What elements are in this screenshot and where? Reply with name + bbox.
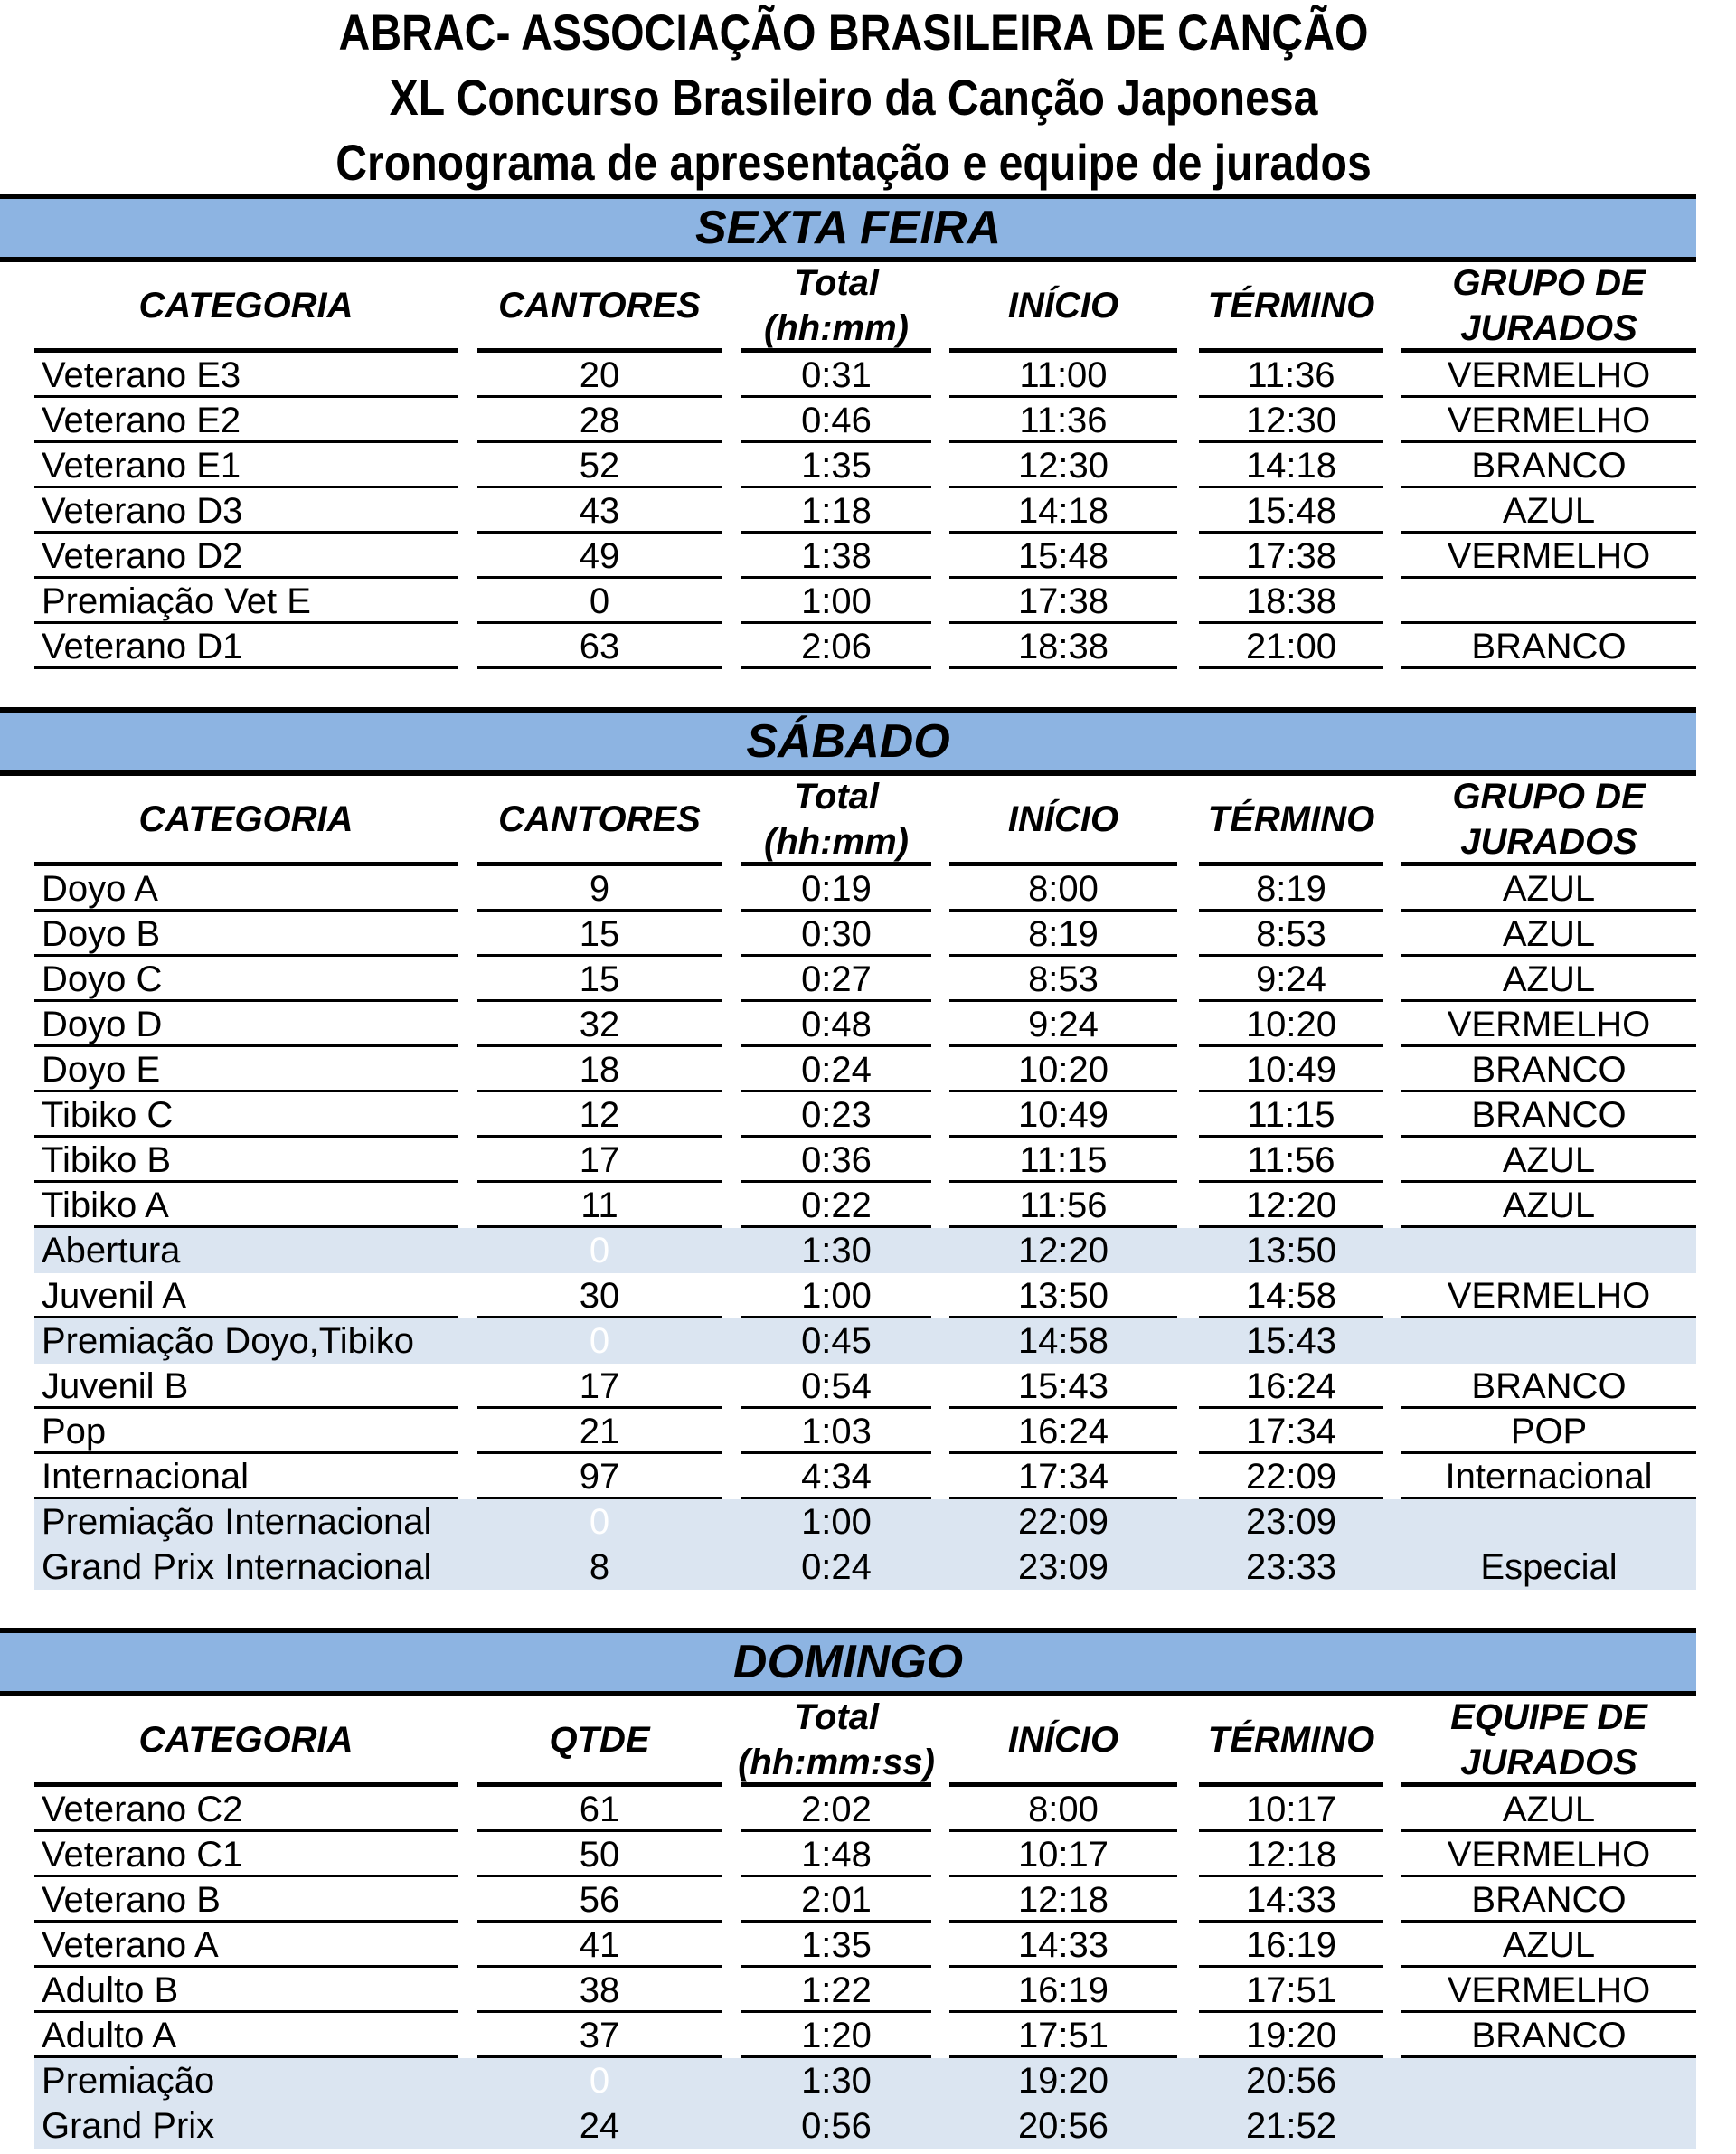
cell-inicio: 11:15	[949, 1138, 1177, 1183]
table-row	[0, 1877, 1696, 1923]
header-categoria	[34, 1696, 458, 1787]
cell-total: 1:30	[801, 2061, 872, 2101]
cell-grupo	[1401, 2058, 1696, 2103]
cell-cantores: 0	[589, 1502, 610, 1542]
cell-inicio: 8:53	[949, 957, 1177, 1002]
cell-termino: 12:18	[1199, 1832, 1383, 1877]
cell-categoria: Veterano C1	[34, 1832, 458, 1877]
cell-termino: 17:51	[1199, 1968, 1383, 2013]
cell-termino: 23:33	[1245, 1547, 1337, 1587]
cell-grupo: AZUL	[1401, 1923, 1696, 1968]
cell-inicio: 9:24	[949, 1002, 1177, 1047]
cell-categoria: Internacional	[34, 1454, 458, 1499]
cell-termino: 13:50	[1245, 1231, 1337, 1271]
header-grupo-jurados	[1401, 262, 1696, 353]
cell-total: 2:01	[741, 1877, 931, 1923]
cell-grupo: Internacional	[1401, 1454, 1696, 1499]
cell-total: 2:02	[741, 1787, 931, 1832]
header-inicio	[949, 262, 1177, 353]
cell-termino: 8:19	[1199, 866, 1383, 912]
cell-inicio: 15:43	[949, 1364, 1177, 1409]
cell-grupo: BRANCO	[1401, 2013, 1696, 2058]
cell-total: 1:48	[741, 1832, 931, 1877]
cell-cantores: 97	[477, 1454, 722, 1499]
header-cantores-text: CANTORES	[498, 798, 701, 839]
cell-cantores: 63	[477, 624, 722, 669]
cell-termino: 11:56	[1199, 1138, 1383, 1183]
table-row	[0, 1002, 1696, 1047]
table-row	[34, 1499, 1696, 1545]
cell-total: 0:56	[801, 2106, 872, 2146]
cell-termino: 14:33	[1199, 1877, 1383, 1923]
cell-categoria: Doyo E	[34, 1047, 458, 1092]
cell-categoria: Adulto B	[34, 1968, 458, 2013]
header-total	[738, 1696, 935, 1787]
cell-inicio: 18:38	[949, 624, 1177, 669]
cell-categoria: Abertura	[42, 1231, 181, 1271]
cell-total: 0:19	[741, 866, 931, 912]
header-inicio-text: INÍCIO	[1007, 285, 1119, 326]
cell-termino: 12:30	[1199, 398, 1383, 443]
cell-inicio: 14:33	[949, 1923, 1177, 1968]
cell-total: 4:34	[741, 1454, 931, 1499]
cell-categoria: Juvenil A	[34, 1273, 458, 1318]
document-title-block	[119, 0, 1588, 195]
cell-grupo: BRANCO	[1401, 1092, 1696, 1138]
cell-categoria: Veterano A	[34, 1923, 458, 1968]
header-cantores-text: QTDE	[549, 1719, 650, 1760]
header-cantores-text: CANTORES	[498, 285, 701, 326]
cell-inicio: 17:51	[949, 2013, 1177, 2058]
cell-categoria: Pop	[34, 1409, 458, 1454]
header-total-text: (hh:mm)	[764, 307, 909, 348]
day-header-bar	[0, 1628, 1696, 1696]
cell-termino: 17:34	[1199, 1409, 1383, 1454]
table-row	[34, 1228, 1696, 1273]
header-cantores	[477, 262, 722, 353]
cell-total: 1:22	[741, 1968, 931, 2013]
cell-inicio: 23:09	[1017, 1547, 1109, 1587]
cell-grupo: BRANCO	[1401, 1877, 1696, 1923]
table-row	[0, 1092, 1696, 1138]
cell-termino: 18:38	[1199, 579, 1383, 624]
cell-inicio: 11:36	[949, 398, 1177, 443]
cell-categoria: Veterano E2	[34, 398, 458, 443]
table-row	[0, 624, 1696, 669]
cell-cantores: 18	[477, 1047, 722, 1092]
cell-total: 2:06	[741, 624, 931, 669]
cell-termino: 16:19	[1199, 1923, 1383, 1968]
table-row	[0, 398, 1696, 443]
cell-cantores: 15	[477, 912, 722, 957]
cell-cantores: 43	[477, 488, 722, 534]
cell-categoria: Veterano D2	[34, 534, 458, 579]
header-total-text: (hh:mm:ss)	[738, 1742, 935, 1782]
cell-inicio: 13:50	[949, 1273, 1177, 1318]
column-header-row	[0, 262, 1696, 353]
cell-total: 1:03	[741, 1409, 931, 1454]
cell-inicio: 10:17	[949, 1832, 1177, 1877]
table-row	[0, 1454, 1696, 1499]
cell-cantores: 24	[579, 2106, 620, 2146]
cell-termino: 21:00	[1199, 624, 1383, 669]
cell-total: 0:36	[741, 1138, 931, 1183]
cell-categoria: Veterano E1	[34, 443, 458, 488]
header-total-text: Total	[793, 262, 880, 303]
cell-inicio: 12:30	[949, 443, 1177, 488]
header-inicio-text: INÍCIO	[1007, 1719, 1119, 1760]
cell-cantores: 8	[589, 1547, 610, 1587]
cell-grupo: POP	[1401, 1409, 1696, 1454]
header-termino-text: TÉRMINO	[1207, 798, 1375, 839]
header-categoria	[34, 776, 458, 866]
document-heading: Cronograma de apresentação e equipe de jurados	[335, 134, 1372, 191]
cell-grupo	[1401, 1228, 1696, 1273]
cell-inicio: 15:48	[949, 534, 1177, 579]
cell-total: 1:00	[741, 579, 931, 624]
header-grupo-jurados-text: GRUPO DE	[1452, 262, 1646, 303]
cell-inicio: 11:00	[949, 353, 1177, 398]
cell-categoria: Grand Prix	[42, 2106, 215, 2146]
cell-total: 1:20	[741, 2013, 931, 2058]
table-row	[0, 2013, 1696, 2058]
cell-categoria: Doyo C	[34, 957, 458, 1002]
table-row	[0, 353, 1696, 398]
header-grupo-jurados-text: JURADOS	[1460, 1742, 1637, 1782]
cell-termino: 19:20	[1199, 2013, 1383, 2058]
cell-termino: 11:15	[1199, 1092, 1383, 1138]
cell-grupo: AZUL	[1401, 866, 1696, 912]
cell-cantores: 32	[477, 1002, 722, 1047]
cell-categoria: Tibiko B	[34, 1138, 458, 1183]
cell-categoria: Tibiko A	[34, 1183, 458, 1228]
table-row	[0, 488, 1696, 534]
cell-cantores: 52	[477, 443, 722, 488]
table-row	[0, 1787, 1696, 1832]
cell-categoria: Doyo A	[34, 866, 458, 912]
cell-cantores: 56	[477, 1877, 722, 1923]
table-row	[0, 1047, 1696, 1092]
cell-total: 0:30	[741, 912, 931, 957]
cell-categoria: Veterano D1	[34, 624, 458, 669]
cell-inicio: 8:00	[949, 1787, 1177, 1832]
cell-termino: 14:58	[1199, 1273, 1383, 1318]
table-row	[34, 1545, 1696, 1590]
cell-inicio: 17:34	[949, 1454, 1177, 1499]
day-title: SEXTA FEIRA	[694, 202, 1002, 254]
table-row	[0, 443, 1696, 488]
cell-inicio: 22:09	[1017, 1502, 1109, 1542]
cell-inicio: 16:19	[949, 1968, 1177, 2013]
cell-termino: 16:24	[1199, 1364, 1383, 1409]
header-inicio	[949, 776, 1177, 866]
cell-cantores: 50	[477, 1832, 722, 1877]
header-categoria-text: CATEGORIA	[138, 798, 354, 839]
cell-grupo: VERMELHO	[1401, 1832, 1696, 1877]
cell-categoria: Grand Prix Internacional	[42, 1547, 432, 1587]
cell-total: 0:46	[741, 398, 931, 443]
header-grupo-jurados	[1401, 1696, 1696, 1787]
cell-inicio: 8:19	[949, 912, 1177, 957]
header-grupo-jurados-text: JURADOS	[1460, 307, 1637, 348]
table-row	[0, 534, 1696, 579]
cell-cantores: 28	[477, 398, 722, 443]
cell-cantores: 38	[477, 1968, 722, 2013]
schedule-section	[0, 194, 1696, 669]
cell-grupo: VERMELHO	[1401, 353, 1696, 398]
cell-grupo: AZUL	[1401, 1183, 1696, 1228]
day-header-bar	[0, 194, 1696, 262]
cell-grupo: BRANCO	[1401, 1047, 1696, 1092]
cell-categoria: Premiação Doyo,Tibiko	[42, 1321, 415, 1361]
cell-cantores: 37	[477, 2013, 722, 2058]
day-title: DOMINGO	[732, 1636, 964, 1688]
table-row	[0, 1409, 1696, 1454]
cell-inicio: 14:58	[1017, 1321, 1109, 1361]
cell-total: 0:45	[801, 1321, 872, 1361]
table-row	[0, 957, 1696, 1002]
cell-grupo: VERMELHO	[1401, 1002, 1696, 1047]
table-row	[0, 1273, 1696, 1318]
header-termino	[1199, 1696, 1383, 1787]
cell-inicio: 10:49	[949, 1092, 1177, 1138]
schedule-section	[0, 1628, 1696, 2149]
header-termino-text: TÉRMINO	[1207, 285, 1375, 326]
cell-termino: 21:52	[1245, 2106, 1337, 2146]
header-inicio	[949, 1696, 1177, 1787]
cell-termino: 10:17	[1199, 1787, 1383, 1832]
cell-total: 1:35	[741, 1923, 931, 1968]
cell-inicio: 14:18	[949, 488, 1177, 534]
cell-total: 0:23	[741, 1092, 931, 1138]
cell-grupo: AZUL	[1401, 1787, 1696, 1832]
document-title: ABRAC- ASSOCIAÇÃO BRASILEIRA DE CANÇÃO	[338, 4, 1369, 61]
header-termino	[1199, 262, 1383, 353]
cell-cantores: 30	[477, 1273, 722, 1318]
cell-cantores: 20	[477, 353, 722, 398]
header-termino-text: TÉRMINO	[1207, 1719, 1375, 1760]
cell-inicio: 17:38	[949, 579, 1177, 624]
cell-cantores: 41	[477, 1923, 722, 1968]
cell-cantores: 61	[477, 1787, 722, 1832]
header-termino	[1199, 776, 1383, 866]
cell-grupo	[1401, 1499, 1696, 1545]
cell-total: 1:00	[741, 1273, 931, 1318]
header-total	[741, 262, 931, 353]
schedule-section	[0, 707, 1696, 1590]
cell-cantores: 17	[477, 1364, 722, 1409]
header-cantores	[477, 1696, 722, 1787]
cell-grupo: BRANCO	[1401, 624, 1696, 669]
cell-termino: 9:24	[1199, 957, 1383, 1002]
cell-cantores: 17	[477, 1138, 722, 1183]
cell-total: 0:24	[801, 1547, 872, 1587]
table-row	[0, 1138, 1696, 1183]
cell-termino: 23:09	[1245, 1502, 1337, 1542]
cell-total: 1:38	[741, 534, 931, 579]
cell-total: 0:48	[741, 1002, 931, 1047]
cell-grupo	[1401, 579, 1696, 624]
table-row	[34, 2058, 1696, 2103]
document-subtitle: XL Concurso Brasileiro da Canção Japonesa	[389, 69, 1318, 126]
cell-categoria: Premiação Vet E	[34, 579, 458, 624]
header-cantores	[477, 776, 722, 866]
cell-categoria: Doyo D	[34, 1002, 458, 1047]
cell-categoria: Doyo B	[34, 912, 458, 957]
day-title: SÁBADO	[746, 715, 950, 768]
cell-termino: 11:36	[1199, 353, 1383, 398]
header-categoria-text: CATEGORIA	[138, 285, 354, 326]
cell-termino: 22:09	[1199, 1454, 1383, 1499]
table-row	[34, 1318, 1696, 1364]
header-total-text: Total	[793, 1696, 880, 1737]
cell-categoria: Veterano B	[34, 1877, 458, 1923]
cell-grupo: AZUL	[1401, 912, 1696, 957]
table-row	[34, 2103, 1696, 2149]
cell-cantores: 0	[477, 579, 722, 624]
cell-categoria: Premiação Internacional	[42, 1502, 432, 1542]
cell-grupo: VERMELHO	[1401, 1968, 1696, 2013]
header-grupo-jurados-text: EQUIPE DE	[1450, 1696, 1647, 1737]
cell-cantores: 0	[589, 1231, 610, 1271]
header-total-text: (hh:mm)	[764, 821, 909, 862]
cell-termino: 14:18	[1199, 443, 1383, 488]
cell-termino: 20:56	[1245, 2061, 1337, 2101]
header-categoria	[34, 262, 458, 353]
cell-cantores: 15	[477, 957, 722, 1002]
cell-cantores: 49	[477, 534, 722, 579]
cell-cantores: 9	[477, 866, 722, 912]
cell-termino: 8:53	[1199, 912, 1383, 957]
cell-categoria: Premiação	[42, 2061, 215, 2101]
cell-inicio: 19:20	[1017, 2061, 1109, 2101]
cell-termino: 10:49	[1199, 1047, 1383, 1092]
table-row	[0, 1923, 1696, 1968]
header-grupo-jurados-text: JURADOS	[1460, 821, 1637, 862]
cell-categoria: Veterano C2	[34, 1787, 458, 1832]
cell-total: 1:00	[801, 1502, 872, 1542]
table-row	[0, 1832, 1696, 1877]
cell-categoria: Veterano E3	[34, 353, 458, 398]
cell-total: 0:22	[741, 1183, 931, 1228]
cell-categoria: Veterano D3	[34, 488, 458, 534]
table-row	[0, 1968, 1696, 2013]
cell-categoria: Adulto A	[34, 2013, 458, 2058]
column-header-row	[0, 1696, 1696, 1787]
column-header-row	[0, 776, 1696, 866]
cell-termino: 12:20	[1199, 1183, 1383, 1228]
cell-termino: 15:43	[1245, 1321, 1337, 1361]
cell-inicio: 8:00	[949, 866, 1177, 912]
cell-cantores: 0	[589, 2061, 610, 2101]
cell-cantores: 12	[477, 1092, 722, 1138]
cell-cantores: 21	[477, 1409, 722, 1454]
cell-inicio: 12:20	[1017, 1231, 1109, 1271]
cell-termino: 10:20	[1199, 1002, 1383, 1047]
header-inicio-text: INÍCIO	[1007, 798, 1119, 839]
cell-grupo: VERMELHO	[1401, 534, 1696, 579]
cell-cantores: 11	[477, 1183, 722, 1228]
cell-total: 1:35	[741, 443, 931, 488]
cell-grupo: BRANCO	[1401, 1364, 1696, 1409]
table-row	[0, 579, 1696, 624]
cell-inicio: 10:20	[949, 1047, 1177, 1092]
header-grupo-jurados-text: GRUPO DE	[1452, 776, 1646, 817]
cell-total: 0:54	[741, 1364, 931, 1409]
cell-grupo: VERMELHO	[1401, 1273, 1696, 1318]
cell-total: 0:24	[741, 1047, 931, 1092]
header-grupo-jurados	[1401, 776, 1696, 866]
cell-grupo: AZUL	[1401, 957, 1696, 1002]
cell-inicio: 16:24	[949, 1409, 1177, 1454]
cell-grupo: BRANCO	[1401, 443, 1696, 488]
header-total	[741, 776, 931, 866]
cell-grupo: Especial	[1480, 1547, 1618, 1587]
cell-total: 1:30	[801, 1231, 872, 1271]
cell-grupo	[1401, 2103, 1696, 2149]
cell-termino: 15:48	[1199, 488, 1383, 534]
cell-grupo	[1401, 1318, 1696, 1364]
cell-grupo: VERMELHO	[1401, 398, 1696, 443]
cell-termino: 17:38	[1199, 534, 1383, 579]
cell-categoria: Juvenil B	[34, 1364, 458, 1409]
cell-grupo: AZUL	[1401, 488, 1696, 534]
header-total-text: Total	[793, 776, 880, 817]
cell-categoria: Tibiko C	[34, 1092, 458, 1138]
cell-grupo: AZUL	[1401, 1138, 1696, 1183]
table-row	[0, 1364, 1696, 1409]
table-row	[0, 866, 1696, 912]
table-row	[0, 1183, 1696, 1228]
cell-total: 0:31	[741, 353, 931, 398]
cell-inicio: 12:18	[949, 1877, 1177, 1923]
cell-cantores: 0	[589, 1321, 610, 1361]
cell-inicio: 20:56	[1017, 2106, 1109, 2146]
cell-total: 1:18	[741, 488, 931, 534]
cell-total: 0:27	[741, 957, 931, 1002]
header-categoria-text: CATEGORIA	[138, 1719, 354, 1760]
cell-inicio: 11:56	[949, 1183, 1177, 1228]
table-row	[0, 912, 1696, 957]
day-header-bar	[0, 707, 1696, 776]
